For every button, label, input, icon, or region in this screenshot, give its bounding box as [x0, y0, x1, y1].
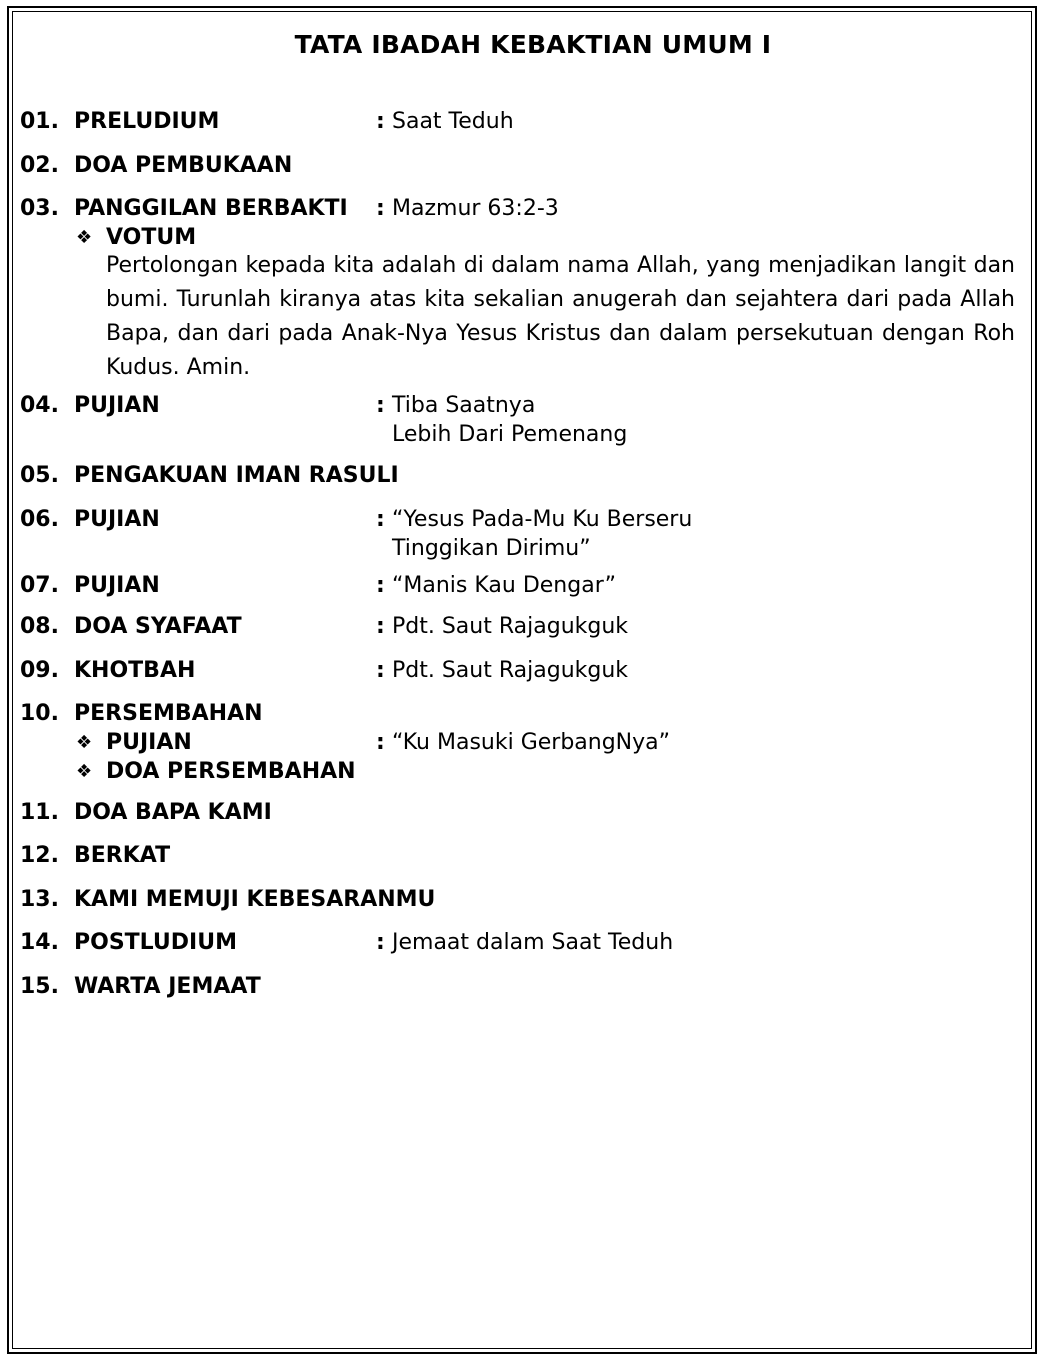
item-number: 08.	[20, 614, 59, 639]
item-number: 09.	[20, 658, 59, 683]
item-label: DOA PEMBUKAAN	[74, 153, 293, 178]
item-label: DOA SYAFAAT	[74, 614, 242, 639]
item-number: 01.	[20, 109, 59, 134]
item-value-line: Lebih Dari Pemenang	[392, 422, 628, 447]
item-label: DOA BAPA KAMI	[74, 800, 272, 825]
diamond-bullet-icon: ❖	[76, 227, 93, 248]
item-colon: :	[376, 507, 385, 532]
item-number: 06.	[20, 507, 59, 532]
item-label: WARTA JEMAAT	[74, 974, 261, 999]
item-number: 14.	[20, 930, 59, 955]
item-number: 10.	[20, 701, 59, 726]
item-value-line: Tinggikan Dirimu”	[392, 536, 591, 561]
document-title: TATA IBADAH KEBAKTIAN UMUM I	[294, 30, 772, 59]
item-value: Jemaat dalam Saat Teduh	[392, 930, 674, 955]
item-number: 13.	[20, 887, 59, 912]
item-number: 03.	[20, 196, 59, 221]
votum-paragraph: Pertolongan kepada kita adalah di dalam nama Allah, yang menjadikan langit dan bumi. Turunlah kiranya atas kita sekalian anugerah dan sejahtera dari pada Allah Bapa, dan dari pada Anak-Nya Yesus Kristus dan dalam persekutuan dengan Roh Kudus. Amin.	[106, 253, 1015, 380]
item-label: KHOTBAH	[74, 658, 196, 683]
item-value	[392, 505, 692, 563]
item-value: Saat Teduh	[392, 109, 514, 134]
item-value-line: Tiba Saatnya	[392, 393, 536, 418]
item-value: Mazmur 63:2-3	[392, 196, 559, 221]
diamond-bullet-icon: ❖	[76, 732, 93, 753]
item-number: 05.	[20, 463, 59, 488]
item-label: PUJIAN	[74, 393, 160, 418]
item-value-line: “Yesus Pada-Mu Ku Berseru	[392, 507, 693, 532]
item-value	[392, 391, 627, 449]
item-colon: :	[376, 393, 385, 418]
item-value: Pdt. Saut Rajagukguk	[392, 614, 629, 639]
item-label: POSTLUDIUM	[74, 930, 237, 955]
item-label: PERSEMBAHAN	[74, 701, 263, 726]
item-label: PENGAKUAN IMAN RASULI	[74, 463, 399, 488]
item-colon: :	[376, 930, 385, 955]
sub-item-label: VOTUM	[106, 225, 197, 250]
sub-item-label: PUJIAN	[106, 730, 192, 755]
item-label: PUJIAN	[74, 507, 160, 532]
item-colon: :	[376, 614, 385, 639]
item-number: 07.	[20, 573, 59, 598]
item-number: 11.	[20, 800, 59, 825]
item-number: 12.	[20, 843, 59, 868]
item-number: 04.	[20, 393, 59, 418]
item-colon: :	[376, 573, 385, 598]
item-value: “Manis Kau Dengar”	[392, 573, 617, 598]
item-label: KAMI MEMUJI KEBESARANMU	[74, 887, 436, 912]
item-value: Pdt. Saut Rajagukguk	[392, 658, 629, 683]
item-number: 15.	[20, 974, 59, 999]
item-label: BERKAT	[74, 843, 171, 868]
sub-item-label: DOA PERSEMBAHAN	[106, 759, 356, 784]
item-colon: :	[376, 658, 385, 683]
item-label: PRELUDIUM	[74, 109, 220, 134]
item-number: 02.	[20, 153, 59, 178]
diamond-bullet-icon: ❖	[76, 761, 93, 782]
item-colon: :	[376, 109, 385, 134]
item-colon: :	[376, 196, 385, 221]
item-label: PUJIAN	[74, 573, 160, 598]
item-colon: :	[376, 730, 385, 755]
item-value: “Ku Masuki GerbangNya”	[392, 730, 671, 755]
item-label: PANGGILAN BERBAKTI	[74, 196, 348, 221]
